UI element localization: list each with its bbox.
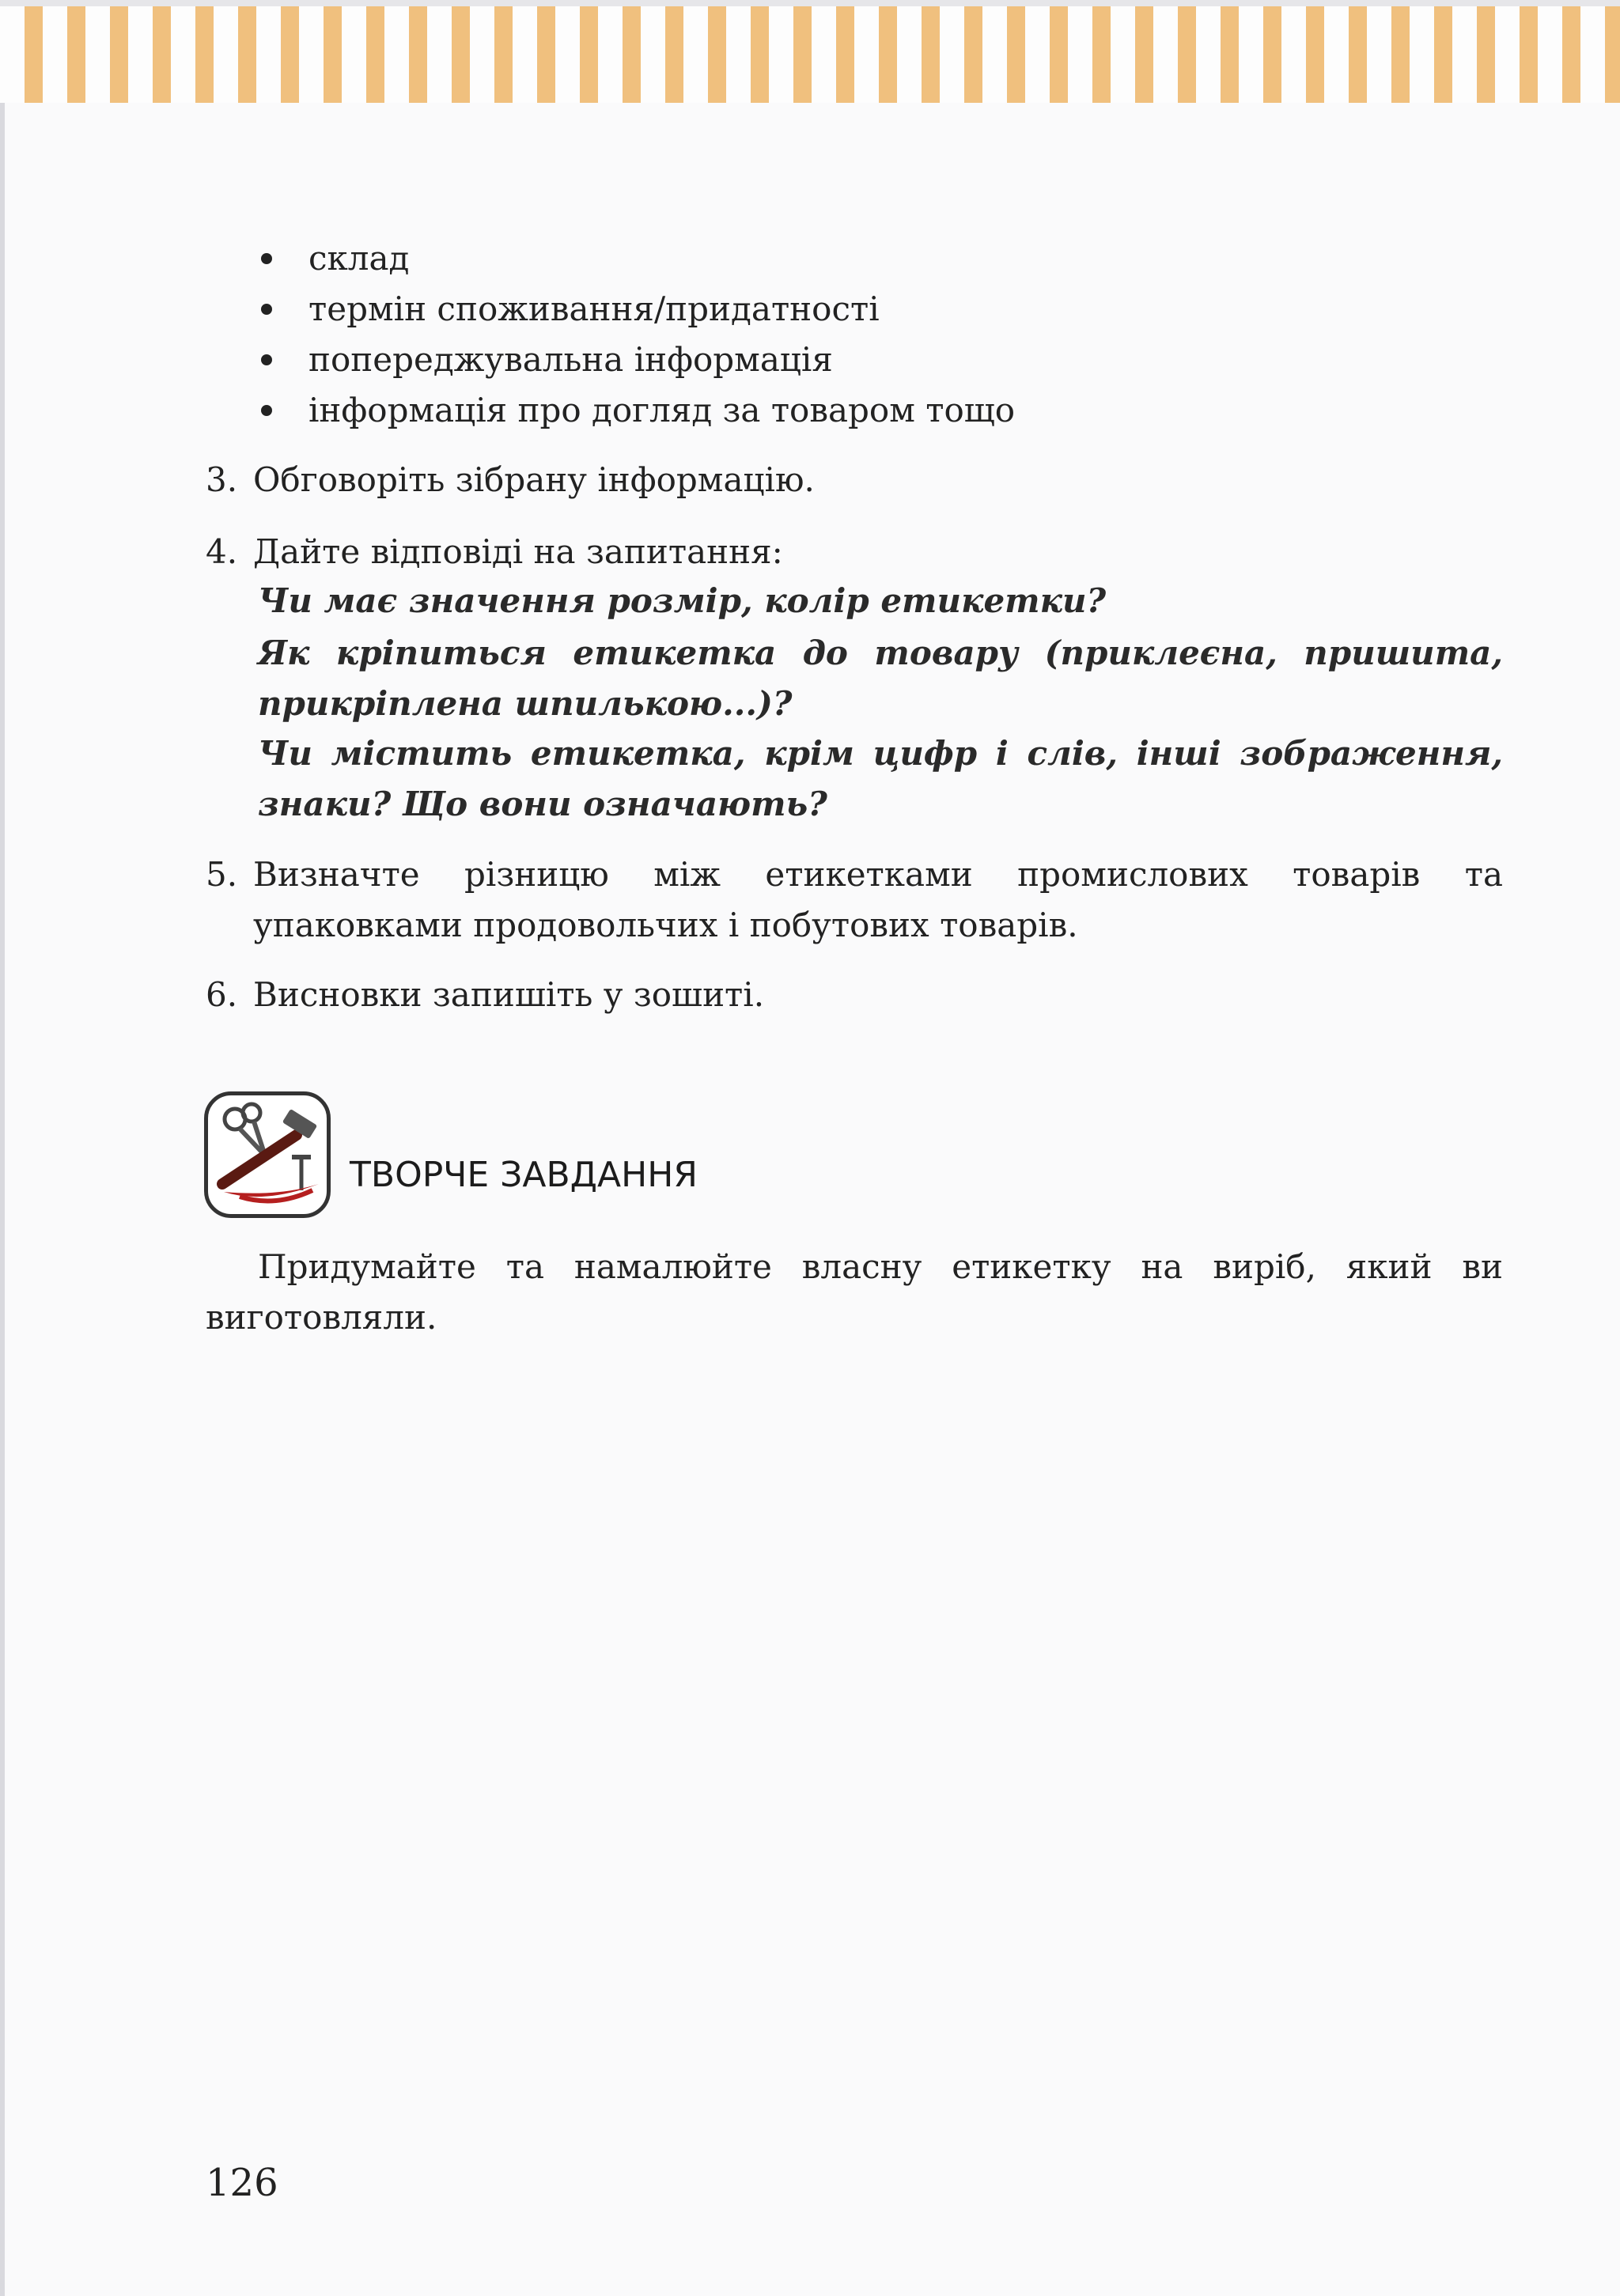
list-item-text: склад: [308, 239, 410, 278]
list-item: [261, 385, 1527, 436]
bullet-icon: [261, 304, 272, 315]
bullet-icon: [261, 405, 272, 416]
list-item-text: інформація про догляд за товаром тощо: [308, 391, 1016, 429]
page-number: 126: [206, 2161, 278, 2205]
step-4: [206, 527, 1503, 577]
step-6: [206, 970, 1503, 1020]
step-3: [206, 455, 1503, 505]
decorative-stripe-header: [0, 0, 1620, 103]
section-title: ТВОРЧЕ ЗАВДАННЯ: [350, 1155, 698, 1195]
question-3: Чи містить етикетка, крім цифр і слів, інші зображення, знаки? Що вони означають?: [258, 734, 1503, 823]
step-text: Визначте різницю між етикетками промислових товарів та упаковками продовольчих і побутових товарів.: [253, 855, 1503, 944]
step-number: 3.: [206, 460, 238, 499]
step-text: Дайте відповіді на запитання:: [253, 532, 783, 571]
list-item: [261, 335, 1527, 385]
bullet-icon: [261, 253, 272, 264]
list-item: [261, 284, 1527, 335]
tools-icon: [204, 1091, 331, 1218]
bullet-icon: [261, 354, 272, 365]
question-2: Як кріпиться етикетка до товару (приклеєна, пришита, прикріплена шпилькою...)?: [258, 634, 1503, 723]
question-1: Чи має значення розмір, колір етикетки?: [258, 581, 1107, 620]
step-5: [206, 849, 1503, 944]
step-text: Обговоріть зібрану інформацію.: [253, 460, 815, 499]
step-number: 4.: [206, 532, 238, 571]
bullet-list: [261, 233, 1527, 436]
step-number: 5.: [206, 855, 238, 894]
step-text: Висновки запишіть у зошиті.: [253, 975, 765, 1014]
list-item-text: термін споживання/придатності: [308, 289, 880, 328]
list-item: [261, 233, 1527, 284]
creative-task-text: Придумайте та намалюйте власну етикетку на виріб, який ви виготовляли.: [206, 1247, 1503, 1337]
list-item-text: попереджувальна інформація: [308, 340, 833, 379]
step-number: 6.: [206, 975, 238, 1014]
